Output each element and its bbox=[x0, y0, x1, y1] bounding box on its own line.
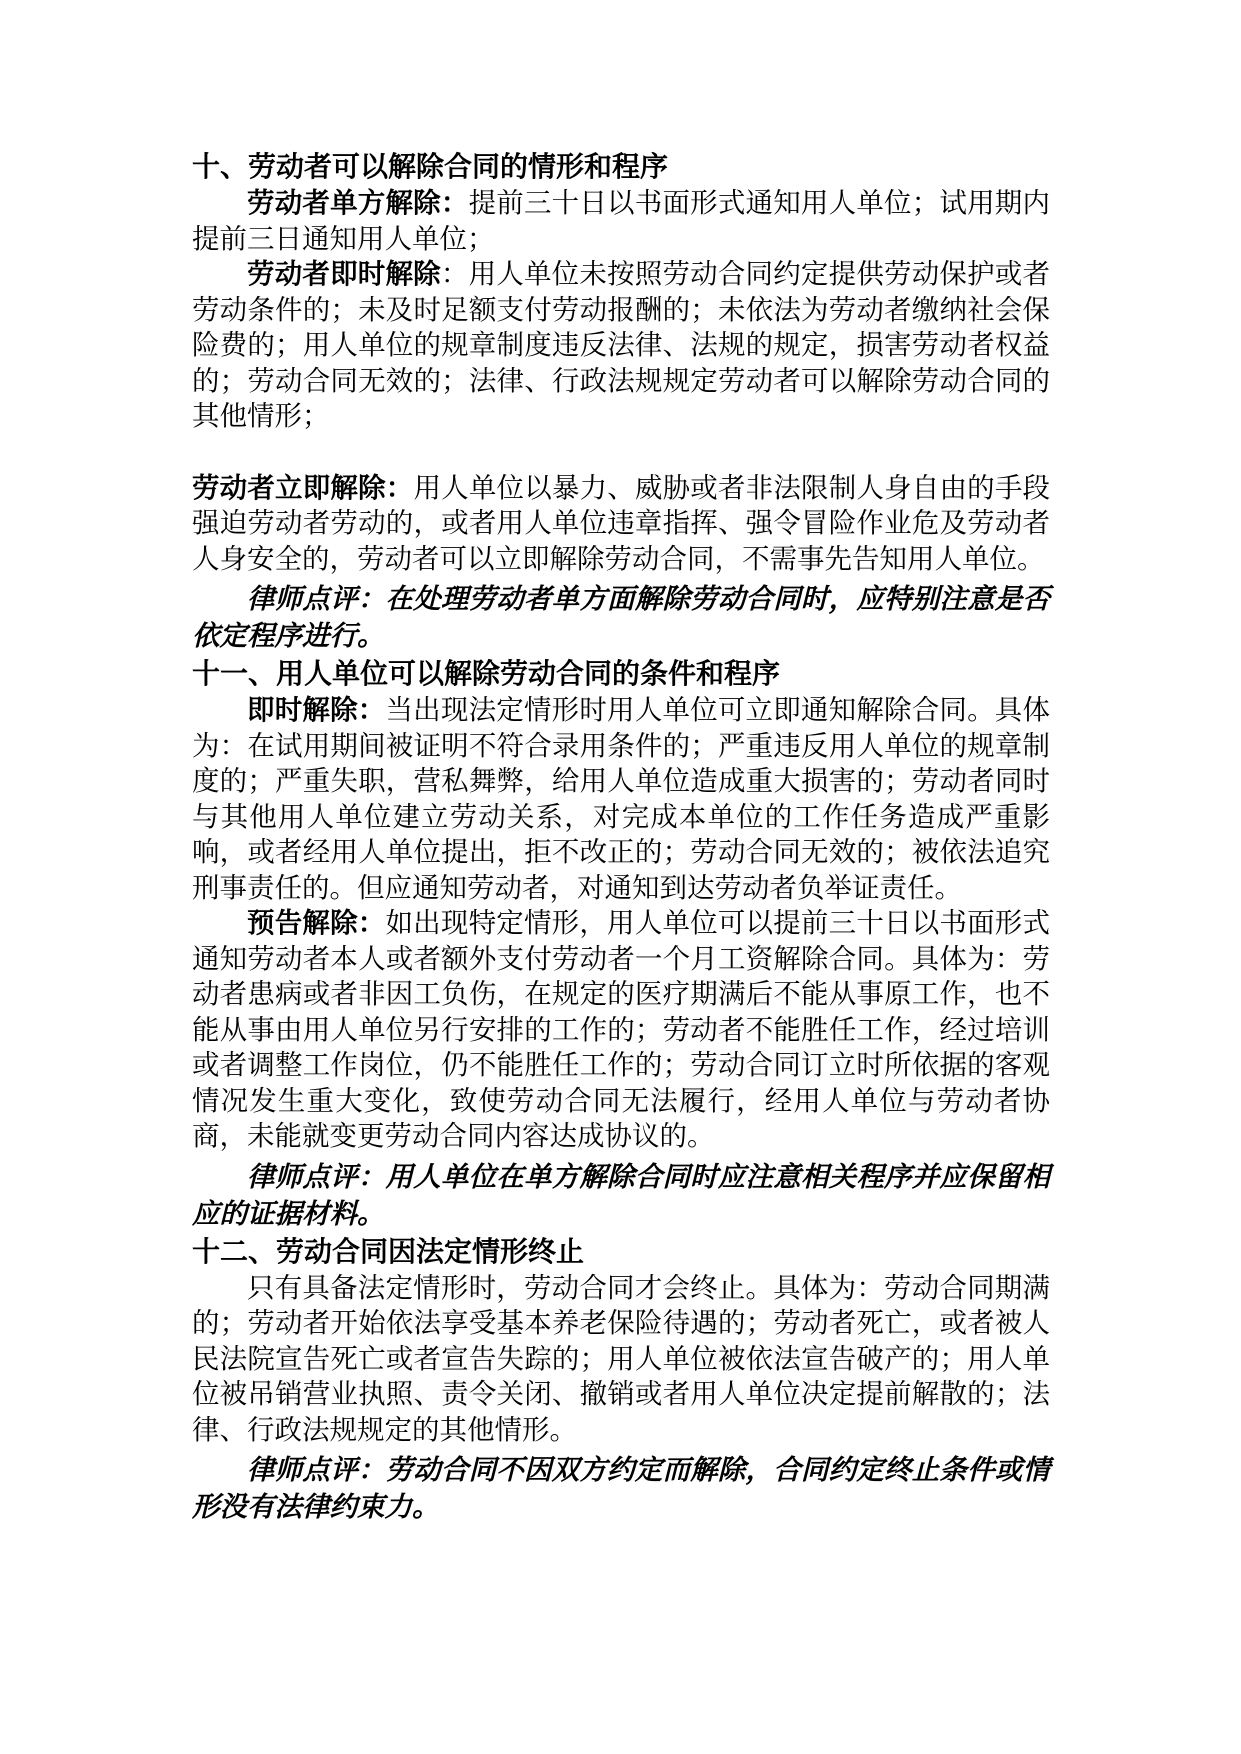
document-page bbox=[192, 148, 1050, 1526]
paragraph-text: 用人单位以暴力、威胁或者非法限制人身自由的手段强迫劳动者劳动的，或者用人单位违章指挥、强令冒险作业危及劳动者人身安全的，劳动者可以立即解除劳动合同，不需事先告知用人单位。 bbox=[192, 471, 1051, 575]
paragraph-text: 提前三十日以书面形式通知用人单位；试用期内提前三日通知用人单位； bbox=[192, 187, 1051, 255]
section-heading: 十二、劳动合同因法定情形终止 bbox=[192, 1234, 585, 1268]
section-11 bbox=[192, 655, 1050, 1233]
paragraph-text: 只有具备法定情形时，劳动合同才会终止。具体为：劳动合同期满的；劳动者开始依法享受基本养老保险待遇的；劳动者死亡，或者被人民法院宣告死亡或者宣告失踪的；用人单位被依法宣告破产的；用人单位被吊销营业执照、责令关闭、撤销或者用人单位决定提前解散的；法律、行政法规规定的其他情形。 bbox=[192, 1271, 1050, 1446]
paragraph-immediate-termination bbox=[192, 257, 1050, 435]
paragraph-lead: 即时解除： bbox=[247, 694, 386, 726]
paragraph-unilateral-termination bbox=[192, 186, 1050, 257]
section-10 bbox=[192, 148, 1050, 655]
paragraph-text: ：用人单位未按照劳动合同约定提供劳动保护或者劳动条件的；未及时足额支付劳动报酬的；未依法为劳动者缴纳社会保险费的；用人单位的规章制度违反法律、法规的规定，损害劳动者权益的；劳动合同无效的；法律、行政法规规定劳动者可以解除劳动合同的其他情形； bbox=[192, 258, 1050, 432]
paragraph-lead: 劳动者单方解除： bbox=[247, 187, 469, 219]
blank-line bbox=[192, 435, 1050, 471]
lawyer-comment: 律师点评：用人单位在单方解除合同时应注意相关程序并应保留相应的证据材料。 bbox=[192, 1160, 1050, 1230]
paragraph-notice-dismissal bbox=[192, 906, 1050, 1155]
paragraph-statutory-termination bbox=[192, 1271, 1050, 1449]
paragraph-lead: 预告解除： bbox=[247, 907, 386, 939]
lawyer-comment: 律师点评：劳动合同不因双方约定而解除，合同约定终止条件或情形没有法律约束力。 bbox=[192, 1454, 1050, 1523]
paragraph-lead: 劳动者立即解除： bbox=[192, 471, 414, 504]
paragraph-text: 如出现特定情形，用人单位可以提前三十日以书面形式通知劳动者本人或者额外支付劳动者一个月工资解除合同。具体为：劳动者患病或者非因工负伤，在规定的医疗期满后不能从事原工作，也不能从事由用人单位另行安排的工作的；劳动者不能胜任工作，经过培训或者调整工作岗位，仍不能胜任工作的；劳动合同订立时所依据的客观情况发生重大变化，致使劳动合同无法履行，经用人单位与劳动者协商，未能就变更劳动合同内容达成协议的。 bbox=[192, 907, 1051, 1152]
paragraph-lead: 劳动者即时解除 bbox=[247, 258, 441, 290]
section-heading: 十、劳动者可以解除合同的情形和程序 bbox=[192, 150, 669, 183]
paragraph-immediate-dismissal bbox=[192, 693, 1050, 906]
paragraph-text: 当出现法定情形时用人单位可立即通知解除合同。具体为：在试用期间被证明不符合录用条件的；严重违反用人单位的规章制度的；严重失职，营私舞弊，给用人单位造成重大损害的；劳动者同时与其他用人单位建立劳动关系，对完成本单位的工作任务造成严重影响，或者经用人单位提出，拒不改正的；劳动合同无效的；被依法追究刑事责任的。但应通知劳动者，对通知到达劳动者负举证责任。 bbox=[192, 694, 1051, 904]
lawyer-comment: 律师点评：在处理劳动者单方面解除劳动合同时，应特别注意是否依定程序进行。 bbox=[192, 583, 1050, 652]
section-heading: 十一、用人单位可以解除劳动合同的条件和程序 bbox=[192, 657, 781, 690]
section-12 bbox=[192, 1233, 1050, 1527]
paragraph-instant-termination bbox=[192, 471, 1050, 578]
